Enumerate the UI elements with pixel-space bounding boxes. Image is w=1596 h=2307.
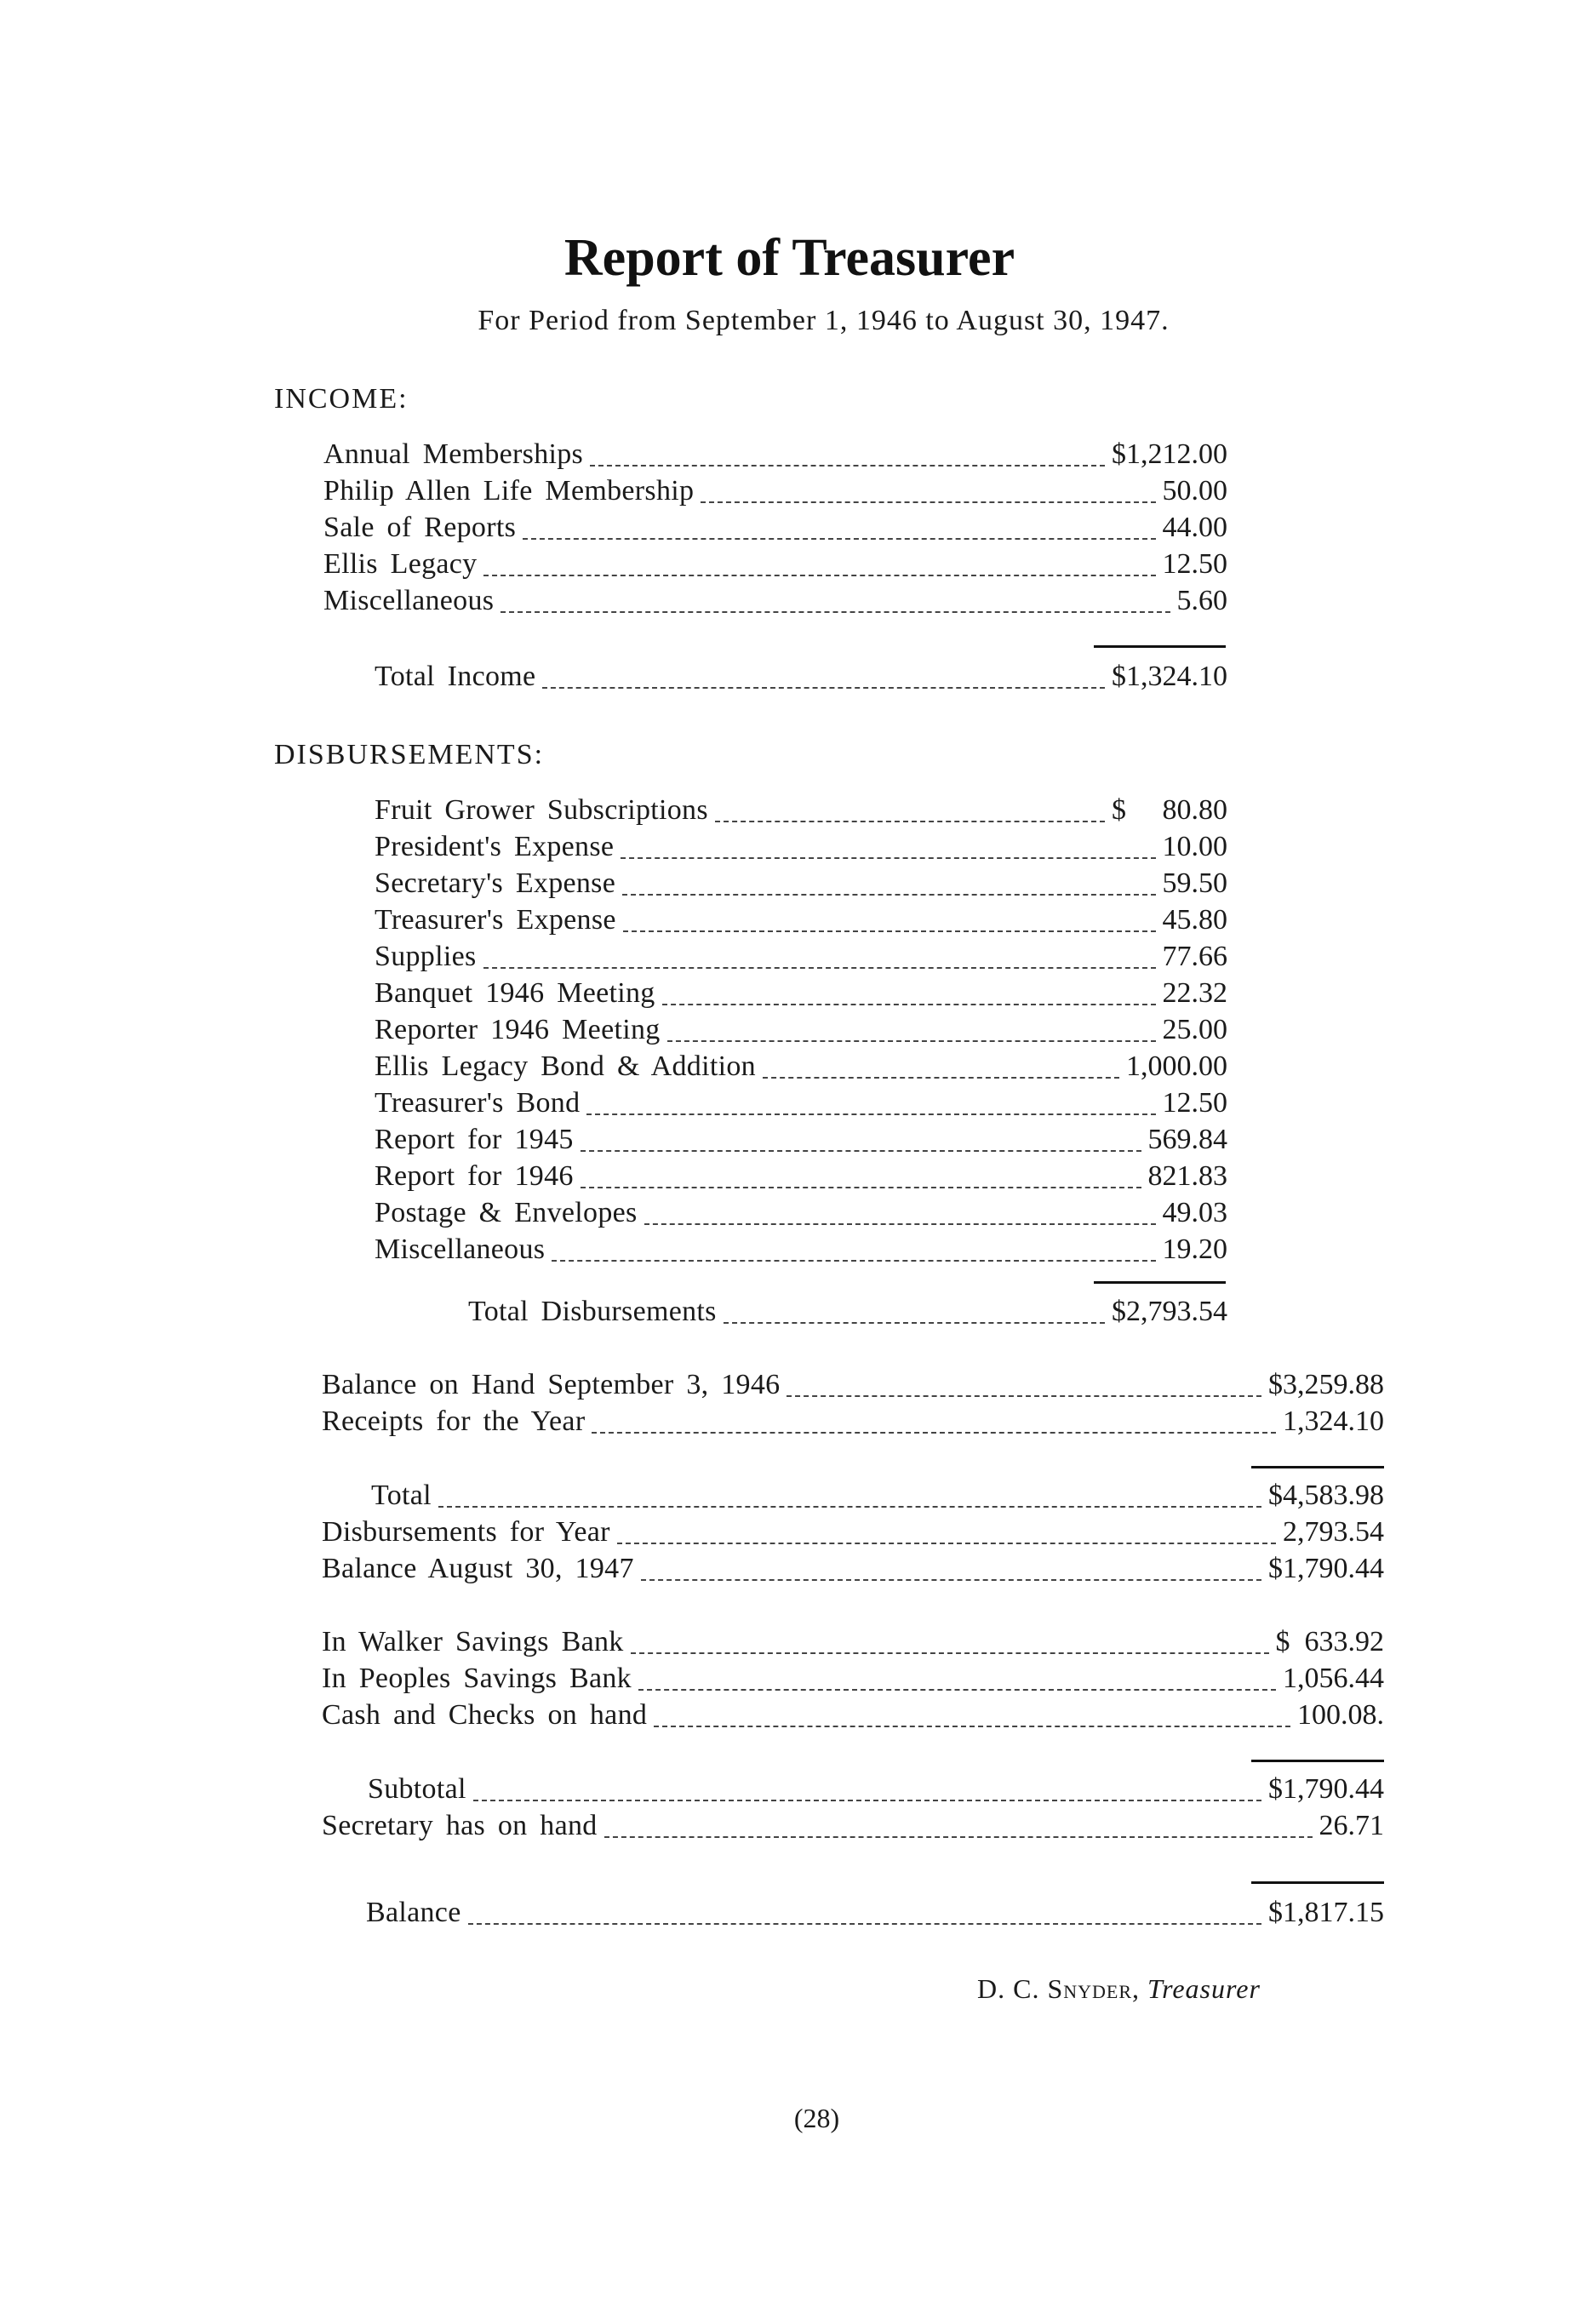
dot-leader <box>644 1223 1156 1225</box>
dot-leader <box>468 1923 1261 1925</box>
sum-rule <box>1251 1466 1384 1468</box>
item-value: 12.50 <box>1162 548 1227 580</box>
list-item <box>371 1480 1384 1516</box>
list-item <box>322 1405 1384 1442</box>
page-number: (28) <box>793 2103 840 2133</box>
list-item <box>375 1124 1227 1160</box>
list-item <box>322 1810 1384 1846</box>
item-label: Balance August 30, 1947 <box>322 1553 634 1584</box>
dot-leader <box>724 1322 1105 1324</box>
item-label: Miscellaneous <box>323 585 495 616</box>
dot-leader <box>581 1150 1141 1152</box>
list-item <box>322 1663 1384 1699</box>
list-item <box>323 548 1227 585</box>
dot-leader <box>638 1689 1276 1691</box>
dot-leader <box>483 967 1156 969</box>
dot-leader <box>787 1395 1261 1397</box>
item-label: Reporter 1946 Meeting <box>375 1014 661 1045</box>
item-value: $1,790.44 <box>1268 1773 1384 1805</box>
signature <box>977 1973 1261 2005</box>
dot-leader <box>581 1187 1141 1188</box>
item-value: 77.66 <box>1162 941 1227 972</box>
dot-leader <box>641 1579 1261 1581</box>
dot-leader <box>763 1077 1119 1079</box>
balance-list <box>322 1369 1384 1442</box>
dot-leader <box>438 1506 1261 1508</box>
dot-leader <box>667 1040 1156 1042</box>
list-item <box>323 512 1227 548</box>
income-list <box>323 438 1227 621</box>
item-label: Ellis Legacy <box>323 548 478 580</box>
item-value: $1,790.44 <box>1268 1553 1384 1584</box>
item-value: 100.08. <box>1297 1699 1384 1731</box>
item-value: $4,583.98 <box>1268 1480 1384 1511</box>
list-item <box>375 941 1227 977</box>
item-label: Annual Memberships <box>323 438 584 470</box>
item-value: 2,793.54 <box>1283 1516 1384 1548</box>
dot-leader <box>501 611 1170 613</box>
item-label: Total <box>371 1480 432 1511</box>
dot-leader <box>604 1836 1313 1838</box>
item-label: Philip Allen Life Membership <box>323 475 695 507</box>
list-item <box>323 438 1227 475</box>
item-label: Treasurer's Bond <box>375 1087 581 1119</box>
report-period: For Period from September 1, 1946 to August 30, 1947. <box>478 305 1170 336</box>
list-item <box>322 1516 1384 1553</box>
dot-leader <box>631 1652 1269 1654</box>
dot-leader <box>592 1432 1276 1434</box>
item-label: Postage & Envelopes <box>375 1197 638 1228</box>
item-value: 49.03 <box>1162 1197 1227 1228</box>
total-label: Total Income <box>375 661 536 692</box>
total-value: $1,817.15 <box>1268 1897 1384 1928</box>
subtotal-row-block <box>368 1773 1384 1810</box>
list-item <box>375 1050 1227 1087</box>
item-value: 25.00 <box>1162 1014 1227 1045</box>
income-heading: INCOME: <box>274 383 409 415</box>
list-item <box>375 1197 1227 1234</box>
sum-rule <box>1251 1881 1384 1884</box>
item-label: Cash and Checks on hand <box>322 1699 648 1731</box>
treasurer-role: Treasurer <box>1147 1973 1261 2004</box>
list-item <box>375 1160 1227 1197</box>
item-label: Disbursements for Year <box>322 1516 610 1548</box>
dot-leader <box>590 465 1105 467</box>
treasurer-name: D. C. Snyder, <box>977 1973 1141 2004</box>
list-item <box>375 904 1227 941</box>
list-item <box>375 1014 1227 1050</box>
dot-leader <box>623 930 1156 932</box>
item-value: 45.80 <box>1162 904 1227 936</box>
item-value: 1,324.10 <box>1283 1405 1384 1437</box>
income-total <box>375 661 1227 697</box>
item-value: 26.71 <box>1319 1810 1384 1841</box>
item-value: 821.83 <box>1147 1160 1227 1192</box>
bank-list <box>322 1626 1384 1736</box>
item-value: 19.20 <box>1162 1234 1227 1265</box>
dot-leader <box>715 821 1105 822</box>
dot-leader <box>621 857 1155 859</box>
disbursements-heading: DISBURSEMENTS: <box>274 739 545 770</box>
item-label: Report for 1946 <box>375 1160 574 1192</box>
total-value: $2,793.54 <box>1112 1296 1227 1327</box>
item-value: 1,000.00 <box>1126 1050 1227 1082</box>
list-item <box>323 475 1227 512</box>
final-balance <box>366 1897 1384 1933</box>
item-label: Treasurer's Expense <box>375 904 616 936</box>
item-value: 44.00 <box>1162 512 1227 543</box>
item-value: 10.00 <box>1162 831 1227 862</box>
item-value: $ 80.80 <box>1112 794 1227 826</box>
item-value: $3,259.88 <box>1268 1369 1384 1400</box>
sum-rule <box>1094 1281 1226 1284</box>
item-label: Balance on Hand September 3, 1946 <box>322 1369 781 1400</box>
item-label: Secretary has on hand <box>322 1810 598 1841</box>
item-value: 22.32 <box>1162 977 1227 1009</box>
dot-leader <box>654 1726 1290 1727</box>
item-label: In Walker Savings Bank <box>322 1626 624 1657</box>
item-label: Report for 1945 <box>375 1124 574 1155</box>
item-label: Subtotal <box>368 1773 466 1805</box>
item-label: Receipts for the Year <box>322 1405 586 1437</box>
list-item <box>322 1626 1384 1663</box>
total-label: Total Disbursements <box>468 1296 717 1327</box>
disbursements-list <box>375 794 1227 1270</box>
total-row <box>375 661 1227 697</box>
item-value: 5.60 <box>1176 585 1227 616</box>
dot-leader <box>701 501 1155 503</box>
total-row <box>468 1296 1227 1332</box>
page-title: Report of Treasurer <box>563 229 1015 287</box>
total-row <box>366 1897 1384 1933</box>
item-label: Ellis Legacy Bond & Addition <box>375 1050 756 1082</box>
dot-leader <box>662 1004 1156 1005</box>
list-item <box>322 1699 1384 1736</box>
total-row-block <box>371 1480 1384 1516</box>
balance-list <box>322 1516 1384 1589</box>
sum-rule <box>1094 645 1226 648</box>
item-label: Supplies <box>375 941 477 972</box>
list-item <box>323 585 1227 621</box>
item-value: $1,212.00 <box>1112 438 1227 470</box>
list-item <box>322 1553 1384 1589</box>
list-item <box>368 1773 1384 1810</box>
dot-leader <box>622 894 1155 896</box>
dot-leader <box>586 1113 1155 1115</box>
dot-leader <box>542 687 1105 689</box>
list-item <box>375 1087 1227 1124</box>
secretary-row-block <box>322 1810 1384 1846</box>
list-item <box>375 1234 1227 1270</box>
item-value: 59.50 <box>1162 867 1227 899</box>
dot-leader <box>552 1260 1155 1262</box>
item-label: Miscellaneous <box>375 1234 546 1265</box>
total-value: $1,324.10 <box>1112 661 1227 692</box>
item-label: Fruit Grower Subscriptions <box>375 794 708 826</box>
item-value: 12.50 <box>1162 1087 1227 1119</box>
dot-leader <box>617 1543 1276 1544</box>
item-label: Secretary's Expense <box>375 867 616 899</box>
sum-rule <box>1251 1760 1384 1762</box>
item-label: Sale of Reports <box>323 512 517 543</box>
dot-leader <box>473 1800 1261 1801</box>
dot-leader <box>483 575 1155 576</box>
item-label: In Peoples Savings Bank <box>322 1663 632 1694</box>
list-item <box>375 794 1227 831</box>
list-item <box>375 977 1227 1014</box>
disbursements-total <box>468 1296 1227 1332</box>
dot-leader <box>523 538 1155 540</box>
list-item <box>322 1369 1384 1405</box>
total-label: Balance <box>366 1897 461 1928</box>
item-label: President's Expense <box>375 831 615 862</box>
item-value: 1,056.44 <box>1283 1663 1384 1694</box>
item-value: $ 633.92 <box>1275 1626 1384 1657</box>
list-item <box>375 867 1227 904</box>
item-label: Banquet 1946 Meeting <box>375 977 655 1009</box>
list-item <box>375 831 1227 867</box>
item-value: 569.84 <box>1147 1124 1227 1155</box>
item-value: 50.00 <box>1162 475 1227 507</box>
